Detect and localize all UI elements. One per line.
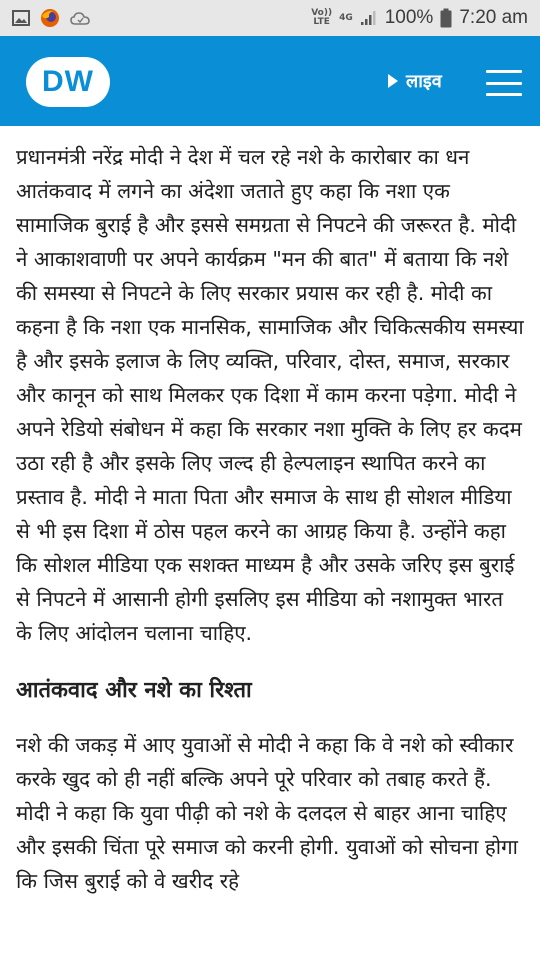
- live-button[interactable]: [388, 67, 442, 95]
- article-body: [16, 140, 524, 898]
- dw-logo[interactable]: [26, 57, 110, 107]
- notification-icons: [12, 8, 90, 28]
- logo-text: DW: [42, 65, 94, 98]
- article-paragraph: नशे की जकड़ में आए युवाओं से मोदी ने कहा कि वे नशे को स्वीकार करके खुद को ही नहीं बल्कि अपने पूरे परिवार को तबाह करते हैं. मोदी ने कहा कि युवा पीढ़ी को नशे के दलदल से बाहर आना चाहिए और इसकी चिंता पूरे समाज को करनी होगी. युवाओं को सोचना होगा कि जिस बुराई को वे खरीद रहे: [16, 733, 518, 893]
- menu-line: [486, 70, 522, 73]
- play-icon: [388, 74, 398, 88]
- network-type-icon: 4G: [339, 12, 353, 23]
- article-subheading: आतंकवाद और नशे का रिश्ता: [16, 678, 252, 703]
- status-bar: [0, 0, 540, 36]
- live-label: लाइव: [406, 71, 442, 92]
- volte-icon: Vo)) LTE: [311, 8, 333, 27]
- signal-icon: [360, 10, 378, 26]
- battery-icon: [440, 8, 452, 28]
- article-paragraph: प्रधानमंत्री नरेंद्र मोदी ने देश में चल रहे नशे के कारोबार का धन आतंकवाद में लगने का अंदेशा जताते हुए कहा कि नशा एक सामाजिक बुराई है और इससे समग्रता से निपटने की जरूरत है. मोदी ने आकाशवाणी पर अपने कार्यक्रम "मन की बात" में बताया कि नशे की समस्या से निपटने के लिए सरकार प्रयास कर रही है. मोदी का कहना है कि नशा एक मानसिक, सामाजिक और चिकित्सकीय समस्या है और इसके इलाज के लिए व्यक्ति, परिवार, दोस्त, समाज, सरकार और कानून को साथ मिलकर एक दिशा में काम करना पड़ेगा. मोदी ने अपने रेडियो संबोधन में कहा कि सरकार नशा मुक्ति के लिए हर कदम उठा रही है और इसके लिए जल्द ही हेल्पलाइन स्थापित करने का प्रस्ताव है. मोदी ने माता पिता और समाज के साथ ही सोशल मीडिया से भी इस दिशा में ठोस पहल करने का आग्रह किया है. उन्होंने कहा कि सोशल मीडिया एक सशक्त माध्यम है और उसके जरिए इस बुराई से निपटने में आसानी होगी इसलिए इस मीडिया को नशामुक्त भारत के लिए आंदोलन चलाना चाहिए.: [16, 145, 524, 645]
- system-indicators: [311, 7, 528, 29]
- menu-line: [486, 82, 522, 85]
- battery-level: 100%: [384, 7, 434, 28]
- app-header: [0, 36, 540, 126]
- hamburger-menu-icon[interactable]: [486, 70, 522, 96]
- clock: 7:20 am: [459, 7, 528, 28]
- cloud-sync-icon: [70, 11, 90, 25]
- gallery-icon: [12, 10, 30, 26]
- menu-line: [486, 93, 522, 96]
- firefox-icon: [40, 8, 60, 28]
